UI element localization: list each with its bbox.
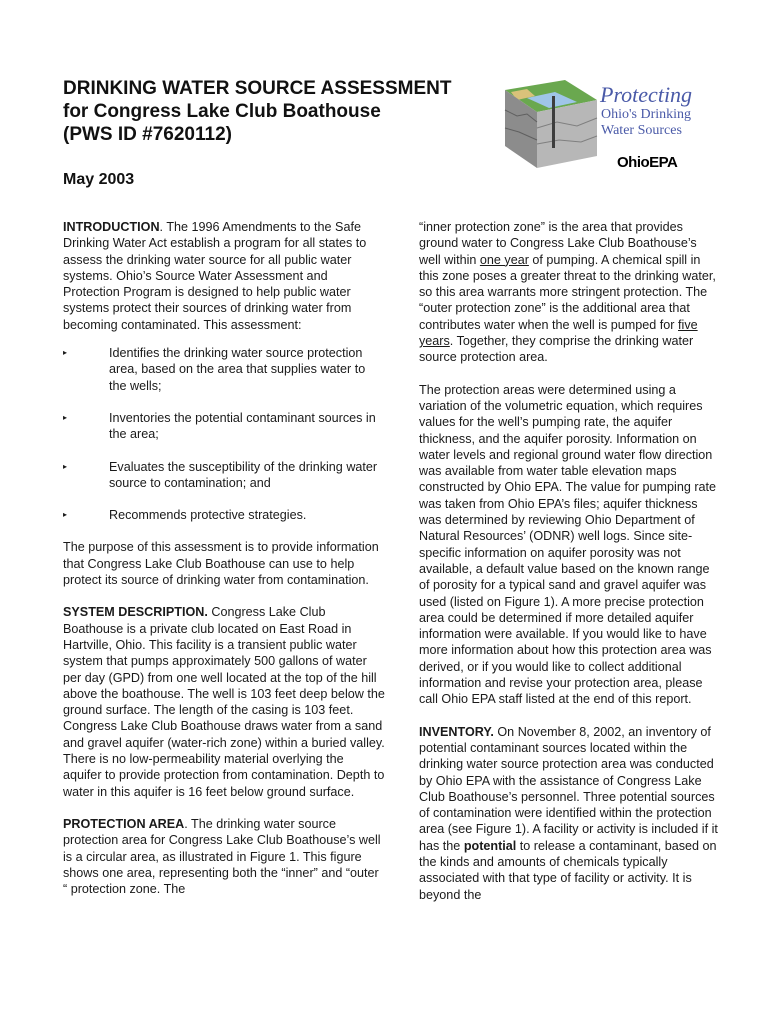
bullet-text: Evaluates the susceptibility of the drinking water source to contamination; and	[109, 459, 378, 490]
bullet-icon: ▸	[63, 348, 68, 358]
purpose-paragraph: The purpose of this assessment is to provide information that Congress Lake Club Boathouse can use to help protect its source of drinking water from contamination.	[63, 540, 379, 588]
left-column	[63, 219, 385, 897]
protection-area-text: . The drinking water source protection area for Congress Lake Club Boathouse’s well is a circular area, as illustrated in Figure 1. This figure shows one area, representing both the “inner” and “outer “ protection zone. The	[63, 816, 381, 897]
ohio-epa-logo: OhioEPA	[617, 154, 678, 171]
protection-area-paragraph	[63, 816, 385, 897]
system-description-text: Congress Lake Club Boathouse is a private club located on East Road in Hartville, Ohio. This facility is a transient public water system that pumps approximately 500 gallons of water per day (GPD) from one well located at the top of the hill above the boathouse. The well is 103 feet deep below the ground surface. The length of the casing is 103 feet. Congress Lake Club Boathouse draws water from a sand and gravel aquifer (water-rich zone) within a buried valley. There is no low-permeability material overlying the aquifer to provide protection from contamination. Depth to water in this aquifer is 16 feet below ground surface.	[63, 605, 385, 799]
introduction-heading: INTRODUCTION	[63, 220, 160, 234]
inventory-text-a: On November 8, 2002, an inventory of potential contaminant sources located within the drinking water source protection area was conducted by Ohio EPA with the assistance of Congress Lake Club Boathouse’s personnel. Three potential sources of contamination were identified within the protection area (see Figure 1). A facility or activity is included if it has the	[419, 724, 718, 853]
system-description-heading: SYSTEM DESCRIPTION.	[63, 605, 208, 620]
protection-zone-paragraph	[419, 219, 719, 366]
list-item	[63, 410, 385, 443]
title-line-3: (PWS ID #7620112)	[63, 124, 232, 145]
inventory-paragraph	[419, 724, 719, 903]
bullet-text: Inventories the potential contaminant sources in the area;	[109, 410, 376, 442]
protecting-ohio-water-logo	[497, 70, 712, 182]
document-title	[63, 77, 503, 146]
bullet-text: Identifies the drinking water source protection area, based on the area that supplies water to the wells;	[109, 346, 366, 393]
one-year-term: one year	[479, 252, 529, 267]
inventory-text-b: to release a contaminant, based on the kinds and amounts of chemicals typically associated with that type of facility or activity. It is beyond the	[419, 838, 717, 902]
system-description-paragraph	[63, 604, 385, 800]
introduction-text: . The 1996 Amendments to the Safe Drinking Water Act establish a program for all states to assess the drinking water source for all public water systems. Ohio’s Source Water Assessment and Protection Program is designed to help public water systems protect their sources of drinking water from becoming contaminated. This assessment:	[63, 220, 367, 332]
title-line-2: for Congress Lake Club Boathouse	[63, 101, 381, 122]
document-date: May 2003	[63, 171, 135, 188]
assessment-bullet-list	[63, 345, 385, 523]
zone-text-a: “inner protection zone” is the area that provides ground water to Congress Lake Club Boathouse’s well within	[419, 220, 697, 267]
logo-line-2: Ohio's Drinking	[601, 107, 692, 122]
introduction-paragraph	[63, 219, 385, 333]
zone-text-c: . Together, they comprise the drinking water source protection area.	[419, 334, 694, 365]
right-column	[419, 219, 719, 903]
list-item	[63, 507, 385, 523]
zone-text-b: of pumping. A chemical spill in this zone poses a greater threat to the drinking water, so this area warrants more stringent protection. The “outer protection zone” is the additional area that contributes water when the well is pumped for	[419, 252, 716, 332]
list-item	[63, 459, 385, 492]
bullet-icon: ▸	[63, 510, 68, 520]
potential-term: potential	[463, 838, 517, 853]
bullet-icon: ▸	[63, 461, 68, 471]
five-years-term: five years	[419, 317, 698, 349]
logo-line-3: Water Sources	[601, 123, 682, 138]
method-paragraph: The protection areas were determined using a variation of the volumetric equation, which requires values for the well’s pumping rate, the aquifer thickness, and the aquifer porosity. Information on water levels and regional ground water flow direction was available from water table elevation maps constructed by Ohio EPA. The value for pumping rate was taken from Ohio EPA’s files; aquifer thickness was determined by reviewing Ohio Department of Natural Resources’ (ODNR) well logs. Since site-specific information on aquifer porosity was not available, a default value based on the known range of porosity for a typical sand and gravel aquifer was used (listed on Figure 1). A more precise protection area could be determined if more detailed aquifer information were available. If you would like to have more information about how this protection area was derived, or if you would like to collect additional information and revise your protection area, please call Ohio EPA staff listed at the end of this report.	[419, 382, 717, 707]
aquifer-block-illustration	[497, 70, 602, 182]
bullet-text: Recommends protective strategies.	[109, 508, 307, 523]
list-item	[63, 345, 385, 394]
protection-area-heading: PROTECTION AREA	[63, 816, 185, 831]
title-line-1: DRINKING WATER SOURCE ASSESSMENT	[63, 78, 452, 99]
inventory-heading: INVENTORY.	[419, 724, 494, 739]
logo-line-1: Protecting	[600, 82, 693, 107]
bullet-icon: ▸	[63, 412, 68, 422]
